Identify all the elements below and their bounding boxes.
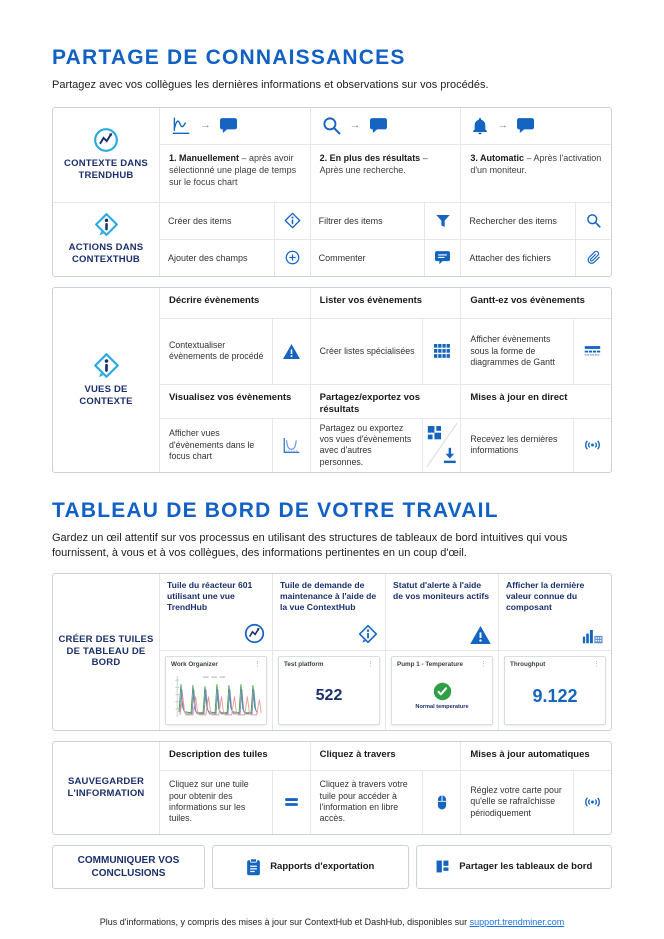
views-cell	[460, 318, 611, 384]
action-cell	[159, 202, 310, 239]
attachment-icon	[575, 240, 611, 276]
contexthub-icon	[93, 352, 120, 379]
filter-icon	[424, 203, 460, 239]
tile-value: 522	[315, 687, 343, 705]
row-header-label: ACTIONS DANS CONTEXTHUB	[68, 242, 144, 266]
tile-title: Work Organizer	[171, 660, 218, 668]
live-broadcast-icon	[573, 419, 611, 472]
action-label: Créer des items	[168, 215, 232, 226]
views-cell-text: Afficher vues d'évènements dans le focus chart	[169, 428, 255, 462]
context-item-icon	[274, 203, 310, 239]
row-header-label: VUES DE CONTEXTE	[79, 383, 133, 407]
views-cell-text: Afficher évènements sous la forme de diagrammes de Gantt	[470, 334, 555, 368]
save-table	[52, 741, 612, 835]
step-text-manual	[159, 144, 310, 202]
arrow-right-icon: →	[349, 119, 361, 132]
save-cell	[159, 770, 310, 834]
views-cell-text: Recevez les dernières informations	[470, 433, 558, 456]
row-header-communicate: COMMUNIQUER VOS CONCLUSIONS	[52, 845, 205, 889]
trendhub-icon	[93, 127, 119, 153]
views-table	[52, 287, 612, 473]
arrow-right-icon: →	[497, 119, 509, 132]
views-cell-text: Contextualiser évènements de procédé	[169, 339, 264, 362]
row-header-create-tiles	[53, 574, 159, 730]
comment-icon	[370, 118, 387, 133]
views-cell	[310, 318, 461, 384]
communicate-row	[52, 845, 612, 889]
support-link[interactable]: support.trendminer.com	[469, 916, 565, 927]
kebab-menu-icon: ⋮	[367, 660, 374, 668]
search-icon	[575, 203, 611, 239]
save-header: Mises à jour automatiques	[460, 742, 611, 770]
step-bold: 3. Automatic	[470, 152, 525, 163]
tile-title: Pump 1 - Temperature	[397, 660, 464, 668]
section-title-dashboard: TABLEAU DE BORD DE VOTRE TRAVAIL	[52, 498, 499, 522]
trendhub-icon	[244, 623, 265, 644]
views-header: Visualisez vos évènements	[159, 384, 310, 418]
work-organizer-chart	[166, 669, 266, 724]
comment-lines-icon	[424, 240, 460, 276]
kebab-menu-icon: ⋮	[254, 660, 261, 668]
step-bold: 1. Manuellement	[169, 152, 240, 163]
row-header-save	[53, 742, 159, 834]
tile-column-header	[159, 574, 272, 650]
bell-icon	[472, 117, 488, 135]
footer-note	[52, 917, 612, 927]
kebab-menu-icon: ⋮	[593, 660, 600, 668]
step-rest: – Après une recherche.	[319, 152, 428, 175]
views-cell	[159, 318, 310, 384]
share-download-icon	[422, 419, 460, 472]
step-bold: 2. En plus des résultats	[319, 152, 421, 163]
tile-header-text: Afficher la dernière valeur connue du composant	[506, 579, 585, 612]
equals-icon	[272, 771, 310, 834]
knowledge-intro: Partagez avec vos collègues les dernières informations et observations sur vos procédés.	[52, 79, 489, 91]
tile-example-contexthub	[272, 650, 385, 730]
communicate-item-label: Rapports d'exportation	[270, 861, 375, 873]
dashboard-tile	[504, 656, 606, 725]
dashboard-tile	[391, 656, 493, 725]
step-text-monitor	[460, 144, 611, 202]
tile-header-text: Statut d'alerte à l'aide de vos moniteurs actifs	[393, 579, 489, 601]
step-icons-search	[310, 108, 461, 144]
report-icon	[246, 858, 261, 876]
tile-column-header	[498, 574, 611, 650]
save-cell-text: Cliquez sur une tuile pour obtenir des informations sur les tuiles.	[169, 779, 249, 824]
views-cell-text: Partagez ou exportez vos vues d'évènements avec d'autres personnes.	[319, 422, 412, 467]
focus-chart-icon	[171, 116, 191, 135]
context-table	[52, 107, 612, 277]
action-cell	[310, 239, 461, 276]
action-label: Attacher des fichiers	[469, 252, 551, 263]
gantt-icon	[573, 319, 611, 384]
dashboard-tile	[278, 656, 380, 725]
tile-example-lastvalue	[498, 650, 611, 730]
tile-example-monitor	[385, 650, 498, 730]
row-header-views	[53, 288, 159, 472]
tile-example-trendhub	[159, 650, 272, 730]
action-cell	[460, 202, 611, 239]
contexthub-icon	[358, 624, 378, 644]
action-label: Filtrer des items	[318, 215, 383, 226]
grid-icon	[422, 319, 460, 384]
action-label: Ajouter des champs	[168, 252, 248, 263]
factory-icon	[581, 627, 604, 644]
action-cell	[159, 239, 310, 276]
row-header-label: SAUVEGARDER L'INFORMATION	[67, 775, 145, 799]
mouse-icon	[422, 771, 460, 834]
views-cell	[460, 418, 611, 472]
tile-column-header	[385, 574, 498, 650]
tile-title: Test platform	[284, 660, 324, 668]
footer-text: Plus d'informations, y compris des mises à jour sur ContextHub et DashHub, disponibles sur	[99, 916, 470, 927]
save-cell-text: Réglez votre carte pour qu'elle se rafraîchisse périodiquement	[470, 784, 562, 818]
step-text-search	[310, 144, 461, 202]
check-circle-icon	[433, 682, 452, 701]
tile-title: Throughput	[510, 660, 546, 668]
dashboard-intro: Gardez un œil attentif sur vos processus en utilisant des structures de tableaux de bord intuitives qui vous fournissent, à vous et à vos collègues, des informations pertinentes en un coup d'œil.	[52, 531, 568, 559]
communicate-item-label: Partager les tableaux de bord	[459, 861, 593, 873]
comment-icon	[517, 118, 534, 133]
views-header: Mises à jour en direct	[460, 384, 611, 418]
action-label: Rechercher des items	[469, 215, 557, 226]
row-header-contexthub	[53, 202, 159, 276]
save-cell	[460, 770, 611, 834]
live-broadcast-icon	[573, 771, 611, 834]
save-header: Description des tuiles	[159, 742, 310, 770]
step-rest: – Après l'activation d'un moniteur.	[470, 152, 602, 175]
action-cell	[310, 202, 461, 239]
tile-header-text: Tuile du réacteur 601 utilisant une vue TrendHub	[167, 579, 253, 612]
row-header-label: CRÉER DES TUILES DE TABLEAU DE BORD	[58, 633, 154, 669]
step-icons-monitor	[460, 108, 611, 144]
export-reports-item	[212, 845, 409, 889]
warning-icon	[470, 626, 491, 644]
row-header-trendhub	[53, 108, 159, 202]
step-rest: – après avoir sélectionné une plage de temps sur le focus chart	[169, 152, 297, 188]
action-label: Commenter	[318, 252, 366, 263]
action-cell	[460, 239, 611, 276]
dashboard-tile	[165, 656, 267, 725]
tile-value: 9.122	[532, 685, 578, 706]
add-circle-icon	[274, 240, 310, 276]
views-header: Gantt-ez vos évènements	[460, 288, 611, 318]
save-cell-text: Cliquez à travers votre tuile pour accéder à l'information en libre accès.	[319, 779, 408, 824]
search-icon	[322, 116, 341, 135]
views-cell	[159, 418, 310, 472]
save-cell	[310, 770, 461, 834]
arrow-right-icon: →	[200, 119, 211, 132]
warning-icon	[272, 319, 310, 384]
row-header-label: CONTEXTE DANS TRENDHUB	[64, 158, 148, 182]
views-header: Lister vos évènements	[310, 288, 461, 318]
share-dashboard-icon	[435, 859, 450, 874]
tile-column-header	[272, 574, 385, 650]
tile-header-text: Tuile de demande de maintenance à l'aide de la vue ContextHub	[280, 579, 377, 612]
views-header: Partagez/exportez vos résultats	[310, 384, 461, 418]
comment-icon	[220, 118, 237, 133]
kebab-menu-icon: ⋮	[480, 660, 487, 668]
views-cell	[310, 418, 461, 472]
save-header: Cliquez à travers	[310, 742, 461, 770]
section-title-knowledge: PARTAGE DE CONNAISSANCES	[52, 46, 406, 69]
step-icons-manual	[159, 108, 310, 144]
share-dashboards-item	[416, 845, 613, 889]
event-chart-icon	[272, 419, 310, 472]
views-cell-text: Créer listes spécialisées	[319, 345, 415, 356]
views-header: Décrire évènements	[159, 288, 310, 318]
tiles-table	[52, 573, 612, 731]
tile-status: Normal temperature	[415, 704, 469, 711]
contexthub-icon	[94, 212, 119, 237]
